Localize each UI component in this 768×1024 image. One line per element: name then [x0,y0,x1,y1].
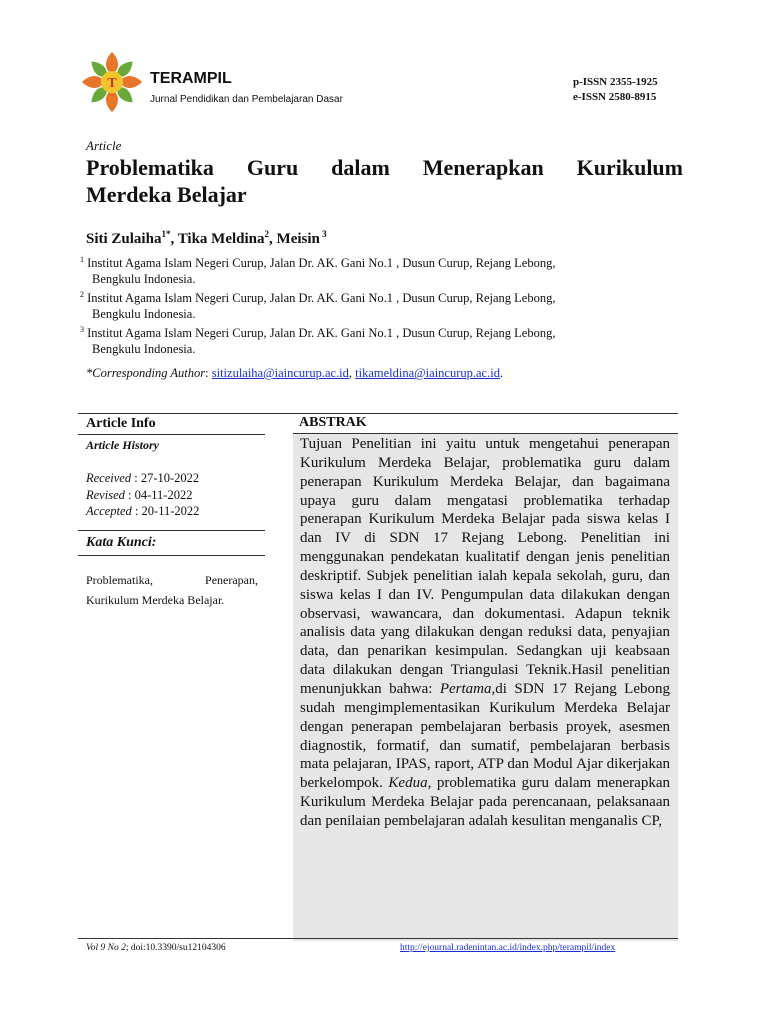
article-history-label: Article History [86,438,159,452]
article-info-header: Article Info [78,414,265,435]
author-sep: , [269,231,277,247]
abstract-italic: Pertama, [439,680,496,697]
author-sup: 3 [319,229,327,239]
author-sup: 1* [161,229,171,239]
title-line-2: Merdeka Belajar [86,182,247,207]
article-type: Article [86,138,122,153]
title-line-1: Problematika Guru dalam Menerapkan Kurikulum [86,155,683,180]
footer-doi: ; doi:10.3390/su12104306 [125,943,226,953]
abstract-text: problematika guru dalam menerapkan Kurikulum Merdeka Belajar pada perencanaan, pelaksanaan dan penilaian pembelajaran adalah kesulitan menganalis CP, [300,775,670,829]
keywords-label: Kata Kunci: [86,534,157,550]
affiliation-num: 1 [80,255,84,264]
p-issn: p-ISSN 2355-1925 [573,76,658,88]
footer-citation [86,943,226,953]
journal-name: TERAMPIL [150,70,232,87]
journal-subtitle: Jurnal Pendidikan dan Pembelajaran Dasar [150,94,343,105]
abstract-column [293,414,678,941]
author-list [86,229,327,248]
received-date: : 27-10-2022 [131,471,200,485]
journal-url-link[interactable]: http://ejournal.radenintan.ac.id/index.php/terampil/index [400,943,616,953]
corresponding-label: *Corresponding Author [86,366,206,380]
affiliation-num: 2 [80,290,84,300]
abstract-text: di SDN 17 Rejang Lebong sudah mengimplementasikan Kurikulum Merdeka Belajar dengan penerapan pembelajaran berbasis proyek, asesmen diagnostik, formatif, dan sumatif, pembelajaran berbasis mata pelajaran, IPAS, raport, ATP dan Modul Ajar dikerjakan berkelompok. [300,680,670,792]
email-link-2[interactable]: tikameldina@iaincurup.ac.id [355,366,500,380]
abstract-header: ABSTRAK [293,414,678,434]
received-label: Received [86,471,132,485]
revised-date: : 04-11-2022 [124,487,193,502]
abstract-body [293,434,678,941]
terampil-logo-icon [80,50,144,114]
author-name: Siti Zulaiha [86,231,162,247]
author-name: Tika Meldina [177,231,265,247]
author-sup: 2 [264,229,270,239]
affiliation-num: 3 [80,325,84,335]
article-info-column [78,414,265,610]
article-dates [78,470,265,520]
affiliation-line: Institut Agama Islam Negeri Curup, Jalan Dr. AK. Gani No.1 , Dusun Curup, Rejang Lebong, [84,291,556,306]
corresponding-author: *Corresponding Author: sitizulaiha@iaincurup.ac.id, tikameldina@iaincurup.ac.id. [86,366,504,380]
email-link-1[interactable]: sitizulaiha@iaincurup.ac.id [211,366,349,380]
footer-no: No 2 [107,943,126,953]
issn-block [573,75,658,105]
e-issn: e-ISSN 2580-8915 [573,91,657,103]
abstract-italic: Kedua, [388,775,432,792]
affiliation [80,322,670,357]
affiliation-line: Institut Agama Islam Negeri Curup, Jalan Dr. AK. Gani No.1 , Dusun Curup, Rejang Lebong, [84,256,556,271]
affiliation-line: Bengkulu Indonesia. [92,307,196,322]
footer-vol: Vol 9 [86,943,106,953]
abstract-text: Tujuan Penelitian ini yaitu untuk mengetahui penerapan Kurikulum Merdeka Belajar, problematika guru dalam penerapan Kurikulum Merdeka Belajar, dan bagaimana upaya guru dalam mengatasi problematika terhadap penerapan Kurikulum Merdeka Belajar pada siswa kelas I dan IV di SDN 17 Rejang Lebong. Penelitian ini menggunakan pendekatan kualitatif dengan jenis penelitian deskriptif. Subjek penelitian ialah kepala sekolah, guru, dan siswa kelas I dan IV. Pengumpulan data dilakukan dengan observasi, wawancara, dan dokumentasi. Adapun teknik analisis data yang dilakukan dengan reduksi data, penyajian data, dan penarikan kesimpulan. Sedangkan uji keabsaan data dilakukan dengan Triangulasi Teknik.Hasil penelitian menunjukkan bahwa: [300,436,670,697]
accepted-date: : 20-11-2022 [131,504,200,518]
paper-title [86,154,683,208]
affiliation-line: Institut Agama Islam Negeri Curup, Jalan Dr. AK. Gani No.1 , Dusun Curup, Rejang Lebong, [84,326,556,341]
author-sep: , [170,231,178,247]
journal-logo [80,50,144,114]
logo-letter: T [107,76,117,91]
revised-label: Revised [86,487,125,502]
accepted-label: Accepted [86,504,132,518]
keywords: Problematika, Penerapan, Kurikulum Merdeka Belajar. [86,572,258,607]
affiliations [80,252,670,357]
affiliation-line: Bengkulu Indonesia. [92,342,196,357]
affiliation-line: Bengkulu Indonesia. [92,272,196,287]
footer-divider [78,938,678,939]
author-name: Meisin [276,231,320,247]
affiliation [80,287,670,322]
affiliation [80,252,670,287]
